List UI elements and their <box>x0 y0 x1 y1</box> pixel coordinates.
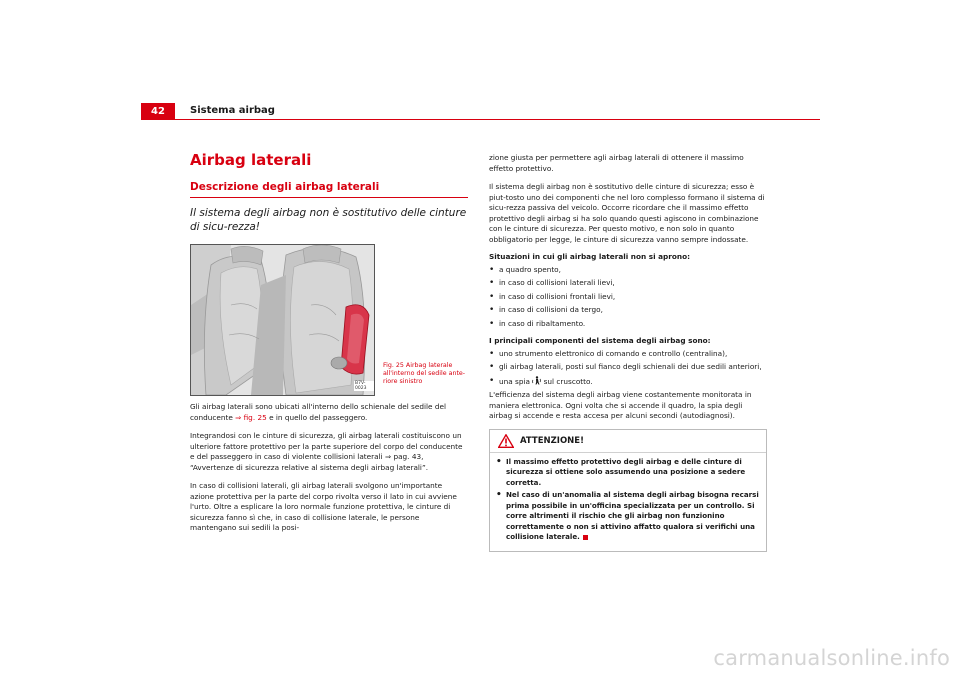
paragraph-side-collisions: In caso di collisioni laterali, gli airbag laterali svolgono un'importante azione protettiva per la parte del corpo rivolta verso il lato in cui avviene l'urto. Oltre a esplicare la loro normale funzione protettiva, le cinture di sicurezza fanno sì che, in caso di collisione laterale, le persone mantengano sui sedili la posi- <box>190 481 457 532</box>
list-item: • in caso di collisioni laterali lievi, <box>489 278 615 288</box>
intro-text: Il sistema degli airbag non è sostitutivo delle cinture di sicu-rezza! <box>190 207 467 233</box>
bullet-icon: • <box>489 291 495 302</box>
bullet-icon: • <box>489 375 495 386</box>
watermark: carmanualsonline.info <box>713 646 950 670</box>
warning-list <box>496 457 760 543</box>
figure-reference-link[interactable]: ⇒ fig. 25 <box>235 412 267 422</box>
components-heading: I principali componenti del sistema degli airbag sono: <box>489 336 711 345</box>
figure-code: B7V-0023 <box>354 381 374 391</box>
end-of-section-icon <box>583 535 588 540</box>
right-column <box>489 153 765 552</box>
section-title: Airbag laterali <box>190 151 312 169</box>
figure-caption: Fig. 25 Airbag laterale all'interno del sedile ante-riore sinistro <box>382 362 466 385</box>
section-subtitle: Descrizione degli airbag laterali <box>190 180 468 198</box>
paragraph-continuation: zione giusta per permettere agli airbag laterali di ottenere il massimo effetto protettivo. <box>489 153 744 173</box>
page-number: 42 <box>141 103 175 119</box>
list-item: • Il massimo effetto protettivo degli airbag e delle cinture di sicurezza si ottiene solo assumendo una posizione a sedere corretta. <box>496 456 746 487</box>
paragraph-protection: Integrandosi con le cinture di sicurezza, gli airbag laterali costituiscono un ulteriore fattore protettivo per la parte superiore del corpo del conducente e del passeggero in caso di violente collisioni laterali ⇒ pag. 43, “Avvertenze di sicurezza relative al sistema degli airbag laterali”. <box>190 431 463 472</box>
bullet-icon: • <box>496 456 502 467</box>
left-column <box>190 150 468 534</box>
list-item: • gli airbag laterali, posti sul fianco degli schienali dei due sedili anteriori, <box>489 362 762 372</box>
paragraph-location: Gli airbag laterali sono ubicati all'interno dello schienale del sedile del conducente ⇒ fig. 25 e in quello del passeggero. <box>190 402 446 422</box>
figure-row <box>190 244 468 396</box>
list-item: • in caso di collisioni frontali lievi, <box>489 291 616 302</box>
bullet-icon: • <box>489 264 495 275</box>
no-deploy-heading: Situazioni in cui gli airbag laterali non si aprono: <box>489 252 690 261</box>
warning-triangle-icon <box>498 434 514 448</box>
list-item: • Nel caso di un'anomalia al sistema degli airbag bisogna recarsi prima possibile in un'officina specializzata per un controllo. Si corre altrimenti il rischio che gli airbag non funzionino correttamente o non si attivino affatto qualora si verifichi una collisione laterale. <box>496 490 759 541</box>
list-item: • a quadro spento, <box>489 264 561 275</box>
bullet-icon: • <box>496 490 502 500</box>
warning-header <box>490 430 766 453</box>
paragraph-monitoring: L'efficienza del sistema degli airbag viene costantemente monitorata in maniera elettronica. Ogni volta che si accende il quadro, la spia degli airbag si accende e resta accesa per alcuni secondi (autodiagnosi). <box>489 390 752 420</box>
seat-airbag-figure <box>190 244 375 396</box>
bullet-icon: • <box>489 348 495 359</box>
bullet-icon: • <box>489 318 495 329</box>
warning-title: ATTENZIONE! <box>520 435 584 446</box>
warning-body <box>490 453 766 551</box>
running-header: Sistema airbag <box>190 105 275 116</box>
warning-box <box>489 429 767 552</box>
list-item: • una spia sul cruscotto. <box>489 375 593 386</box>
bullet-icon: • <box>489 305 495 315</box>
list-item: • in caso di collisioni da tergo, <box>489 305 603 315</box>
bullet-icon: • <box>489 362 495 372</box>
seat-illustration <box>191 245 375 395</box>
components-list <box>489 349 765 388</box>
list-item: • in caso di ribaltamento. <box>489 318 586 329</box>
paragraph-not-substitute: Il sistema degli airbag non è sostitutivo delle cinture di sicurezza; esso è piut-tosto uno dei componenti che nel loro complesso formano il sistema di sicu-rezza passiva del veicolo. Occorre ricordare che il massimo effetto protettivo degli airbag si ha solo quando questi agiscono in combinazione con le cinture di sicurezza. Per questo motivo, e non solo in quanto obbligatorio per legge, le cinture di sicurezza vanno sempre indossate. <box>489 182 765 244</box>
header-rule <box>141 119 820 120</box>
airbag-warning-light-icon <box>532 376 541 385</box>
list-item: • uno strumento elettronico di comando e controllo (centralina), <box>489 348 728 359</box>
no-deploy-list <box>489 265 765 330</box>
bullet-icon: • <box>489 278 495 288</box>
